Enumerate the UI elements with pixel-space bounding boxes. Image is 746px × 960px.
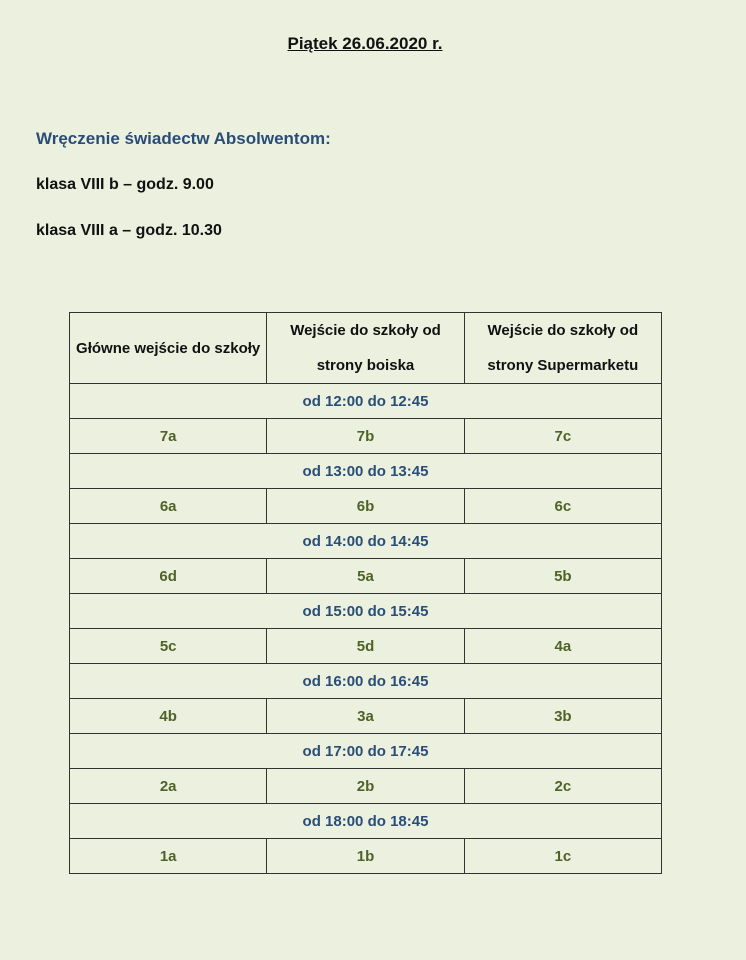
class-cell: 3a [267, 699, 464, 734]
time-slot-row [70, 734, 662, 769]
class-cell: 5c [70, 629, 267, 664]
class-cell: 1b [267, 839, 464, 874]
class-cell: 4a [464, 629, 661, 664]
class-cell: 1c [464, 839, 661, 874]
header-supermarket-entrance: Wejście do szkoły od strony Supermarketu [464, 313, 661, 384]
time-slot-label: od 14:00 do 14:45 [70, 524, 662, 559]
header-main-entrance: Główne wejście do szkoły [70, 313, 267, 384]
time-slot-label: od 17:00 do 17:45 [70, 734, 662, 769]
class-cell: 7a [70, 419, 267, 454]
class-cell: 2b [267, 769, 464, 804]
class-cell: 1a [70, 839, 267, 874]
class-cell: 2a [70, 769, 267, 804]
class-row [70, 559, 662, 594]
schedule-body [70, 384, 662, 874]
class-cell: 7c [464, 419, 661, 454]
class-cell: 4b [70, 699, 267, 734]
time-slot-label: od 13:00 do 13:45 [70, 454, 662, 489]
time-slot-row [70, 594, 662, 629]
class-row [70, 419, 662, 454]
time-slot-row [70, 384, 662, 419]
class-row [70, 699, 662, 734]
class-cell: 6d [70, 559, 267, 594]
class-cell: 5d [267, 629, 464, 664]
time-slot-label: od 16:00 do 16:45 [70, 664, 662, 699]
time-slot-row [70, 664, 662, 699]
time-slot-label: od 15:00 do 15:45 [70, 594, 662, 629]
ceremony-heading: Wręczenie świadectw Absolwentom: [36, 129, 331, 148]
class-cell: 3b [464, 699, 661, 734]
time-slot-label: od 18:00 do 18:45 [70, 804, 662, 839]
time-slot-label: od 12:00 do 12:45 [70, 384, 662, 419]
class-row [70, 489, 662, 524]
class-cell: 6b [267, 489, 464, 524]
ceremony-line-viii-a: klasa VIII a – godz. 10.30 [36, 222, 222, 239]
time-slot-row [70, 804, 662, 839]
class-cell: 5a [267, 559, 464, 594]
table-header-row [70, 313, 662, 384]
ceremony-line-viii-b: klasa VIII b – godz. 9.00 [36, 176, 214, 193]
entrance-schedule-table [69, 312, 662, 874]
class-cell: 2c [464, 769, 661, 804]
class-cell: 7b [267, 419, 464, 454]
class-cell: 5b [464, 559, 661, 594]
class-row [70, 629, 662, 664]
time-slot-row [70, 524, 662, 559]
class-cell: 6c [464, 489, 661, 524]
page-title: Piątek 26.06.2020 r. [287, 34, 443, 53]
class-cell: 6a [70, 489, 267, 524]
class-row [70, 839, 662, 874]
header-field-entrance: Wejście do szkoły od strony boiska [267, 313, 464, 384]
class-row [70, 769, 662, 804]
time-slot-row [70, 454, 662, 489]
